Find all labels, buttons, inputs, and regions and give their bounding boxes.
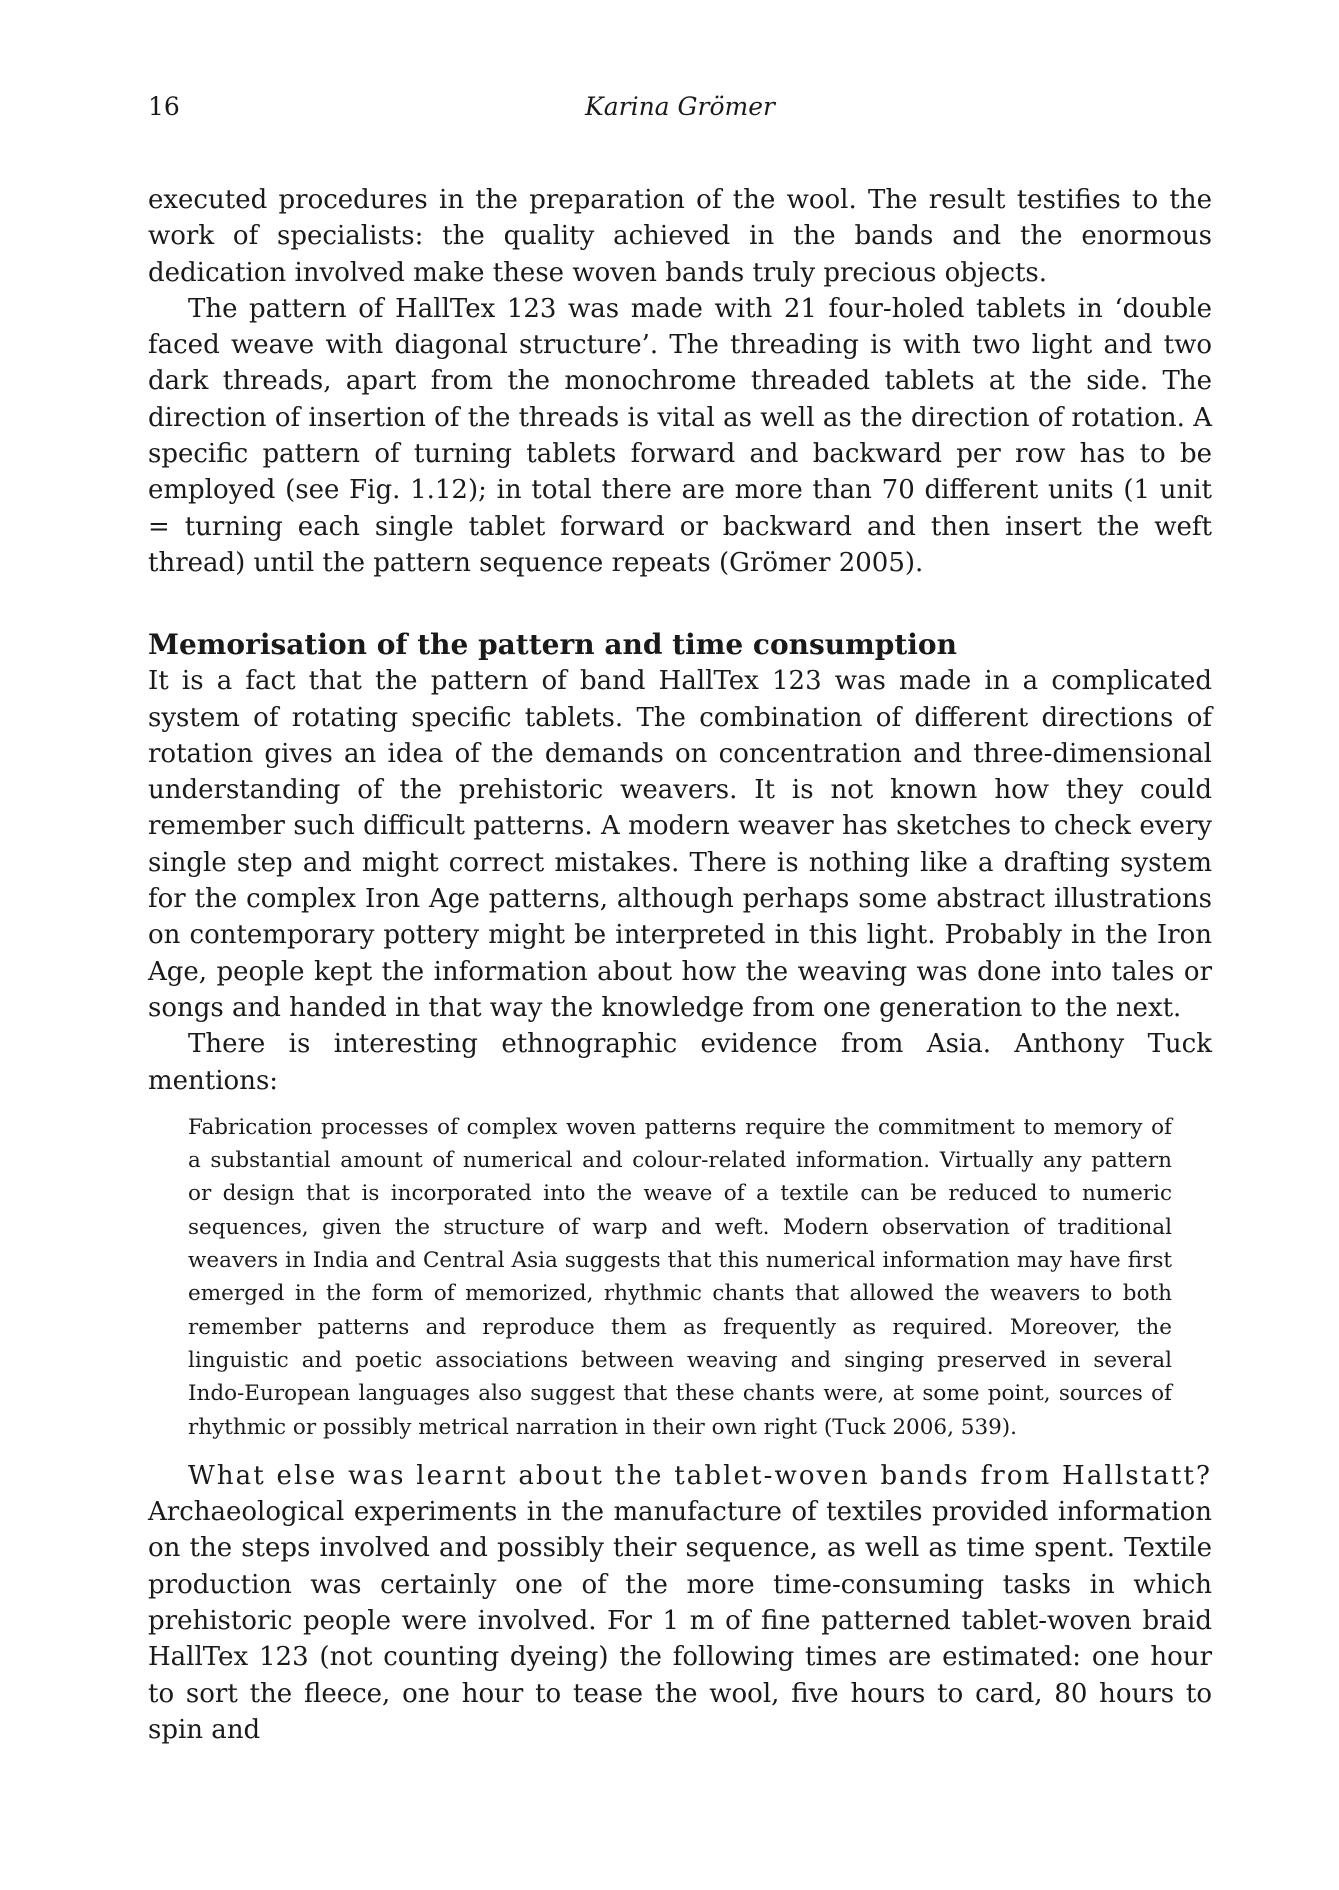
running-head [148,92,1212,132]
paragraph-5 [148,1458,1212,1748]
paragraph-5-body: Archaeological experiments in the manufacture of textiles provided information on the steps involved and possibly their sequence, as well as time spent. Textile production was certainly one of the more time-consuming tasks in which prehistoric people were involved. For 1 m of fine patterned tablet-woven braid HallTex 123 (not counting dyeing) the following times are estimated: one hour to sort the fleece, one hour to tease the wool, five hours to card, 80 hours to spin and [148,1497,1212,1745]
document-page [148,92,1212,1748]
page-number: 16 [148,92,180,121]
section-heading: Memorisation of the pattern and time consumption [148,628,957,662]
block-quote: Fabrication processes of complex woven patterns require the commitment to memory of a substantial amount of numerical and colour-related information. Virtually any pattern or design that is incorporated into the weave of a textile can be reduced to numeric sequences, given the structure of warp and weft. Modern observation of traditional weavers in India and Central Asia suggests that this numerical information may have first emerged in the form of memorized, rhythmic chants that allowed the weavers to both remember patterns and reproduce them as frequently as required. Moreover, the linguistic and poetic associations between weaving and singing preserved in several Indo-European languages also suggest that these chants were, at some point, sources of rhythmic or possibly metrical narration in their own right (Tuck 2006, 539). [188,1114,1172,1440]
running-head-author: Karina Grömer [585,92,775,121]
paragraph-4: There is interesting ethnographic evidence from Asia. Anthony Tuck mentions: [148,1029,1212,1096]
paragraph-1: executed procedures in the preparation of the wool. The result testifies to the work of specialists: the quality achieved in the bands and the enormous dedication involved make these woven bands truly precious objects. [148,185,1212,288]
body-text [148,182,1212,1748]
paragraph-5-lead: What else was learnt about the tablet-woven bands from Hallstatt? [188,1460,1212,1491]
paragraph-2: The pattern of HallTex 123 was made with 21 four-holed tablets in ‘double faced weave with diagonal structure’. The threading is with two light and two dark threads, apart from the monochrome threaded tablets at the side. The direction of insertion of the threads is vital as well as the direction of rotation. A specific pattern of turning tablets forward and backward per row has to be employed (see Fig. 1.12); in total there are more than 70 different units (1 unit = turning each single tablet forward or backward and then insert the weft thread) until the pattern sequence repeats (Grömer 2005). [148,293,1212,578]
paragraph-3: It is a fact that the pattern of band HallTex 123 was made in a complicated system of rotating specific tablets. The combination of different directions of rotation gives an idea of the demands on concentration and three-dimensional understanding of the prehistoric weavers. It is not known how they could remember such difficult patterns. A modern weaver has sketches to check every single step and might correct mistakes. There is nothing like a drafting system for the complex Iron Age patterns, although perhaps some abstract illustrations on contemporary pottery might be interpreted in this light. Probably in the Iron Age, people kept the information about how the weaving was done into tales or songs and handed in that way the knowledge from one generation to the next. [148,666,1212,1023]
